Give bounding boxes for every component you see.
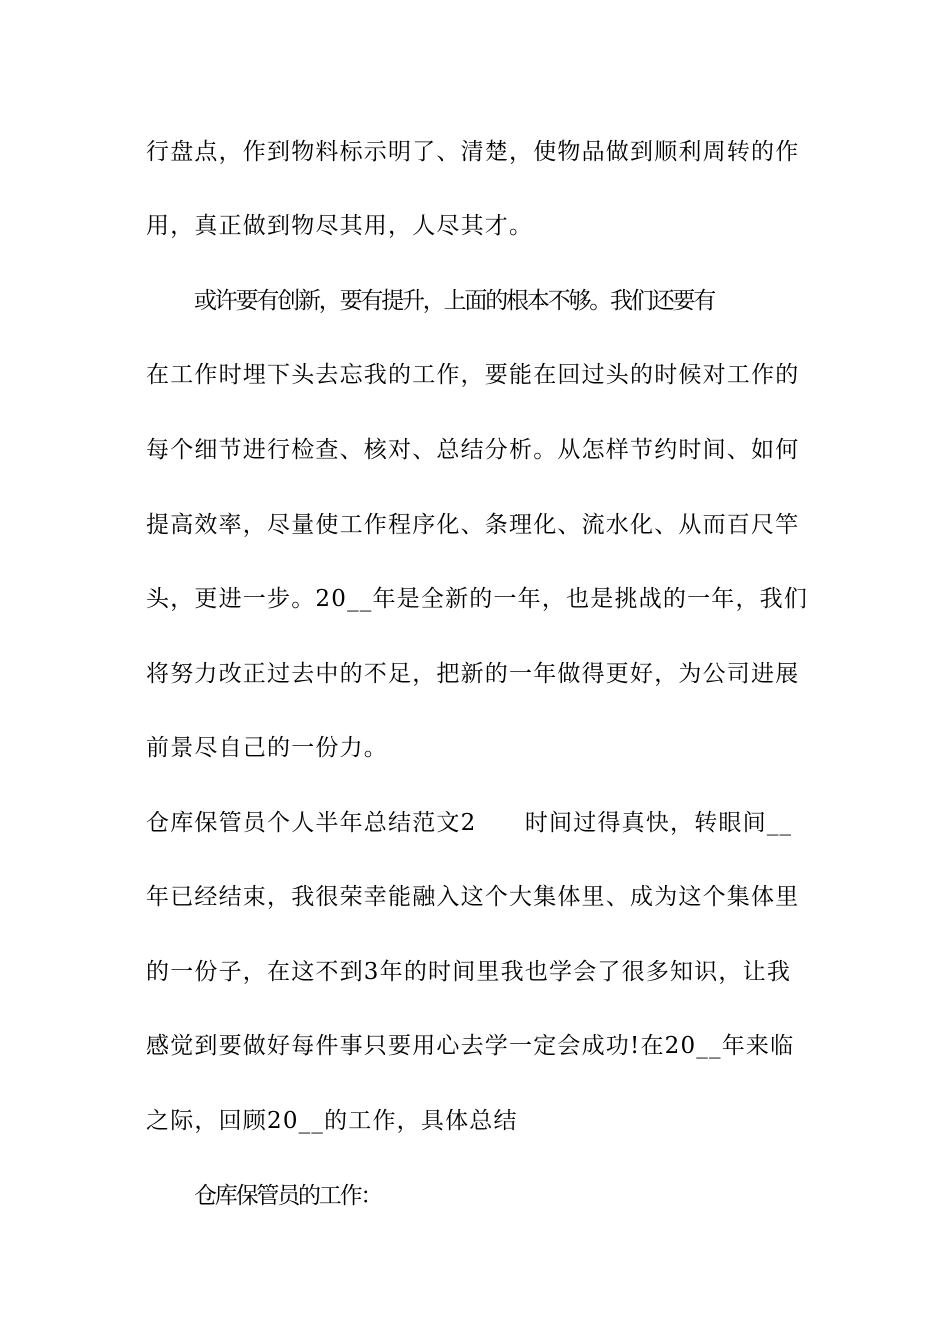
paragraph-line: 将努力改正过去中的不足，把新的一年做得更好，为公司进展	[146, 661, 800, 687]
paragraph-line: 年已经结束，我很荣幸能融入这个大集体里、成为这个集体里	[146, 884, 800, 910]
paragraph-line: 的一份子，在这不到3年的时间里我也学会了很多知识，让我	[146, 959, 792, 985]
paragraph-line: 用，真正做到物尽其用，人尽其才。	[146, 213, 534, 239]
paragraph-line: 提高效率，尽量使工作程序化、条理化、流水化、从而百尺竿	[146, 512, 800, 538]
paragraph-line: 每个细节进行检查、核对、总结分析。从怎样节约时间、如何	[146, 437, 800, 463]
paragraph-line: 前景尽自己的一份力。	[146, 735, 388, 761]
paragraph-line: 仓库保管员的工作：	[194, 1183, 382, 1209]
paragraph-line: 感觉到要做好每件事只要用心去学一定会成功!在20__年来临	[146, 1033, 795, 1059]
paragraph-line: 之际，回顾20__的工作，具体总结	[146, 1108, 518, 1134]
paragraph-line: 头，更进一步。20__年是全新的一年，也是挑战的一年，我们	[146, 586, 809, 612]
paragraph-line: 在工作时埋下头去忘我的工作，要能在回过头的时候对工作的	[146, 362, 800, 388]
paragraph-line: 行盘点，作到物料标示明了、清楚，使物品做到顺利周转的作	[146, 139, 800, 165]
paragraph-line: 或许要有创新，要有提升，上面的根本不够。我们还要有	[194, 288, 715, 314]
section-heading-line: 仓库保管员个人半年总结范文2 时间过得真快，转眼间__	[146, 810, 793, 836]
